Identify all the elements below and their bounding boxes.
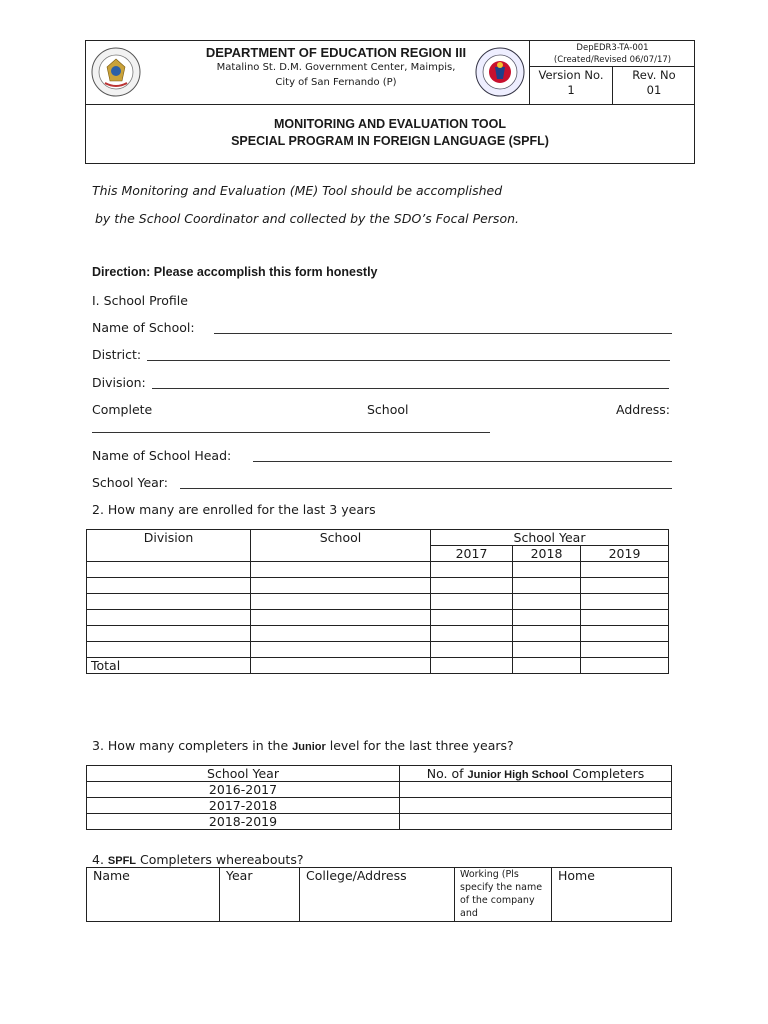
- table-cell[interactable]: [513, 562, 581, 578]
- school-year-field[interactable]: [180, 488, 672, 489]
- q3-question-pre: 3. How many completers in the: [92, 738, 293, 753]
- region-seal-logo: [91, 47, 141, 97]
- q4-question-post: Completers whereabouts?: [136, 852, 304, 867]
- table-row: [87, 610, 669, 626]
- table-cell[interactable]: [431, 562, 513, 578]
- table-cell[interactable]: [87, 562, 251, 578]
- col-name: Name: [87, 868, 220, 922]
- col-jhs-completers: [400, 766, 672, 782]
- doc-code-cell: [530, 41, 695, 67]
- total-row: [87, 658, 669, 674]
- table-row: [87, 798, 672, 814]
- completers-year: 2016-2017: [87, 782, 400, 798]
- q3-question-bold: Junior: [292, 741, 326, 753]
- name-of-school-field[interactable]: [214, 333, 672, 334]
- school-head-field[interactable]: [253, 461, 672, 462]
- table-cell[interactable]: [251, 642, 431, 658]
- address-line-1: Matalino St. D.M. Government Center, Maimpis,: [216, 62, 456, 73]
- col-school: School: [251, 530, 431, 562]
- col-year-2017: 2017: [431, 546, 513, 562]
- table-cell[interactable]: [581, 594, 669, 610]
- name-of-school-label: Name of School:: [92, 320, 195, 335]
- table-cell[interactable]: [87, 610, 251, 626]
- q4-question: [92, 852, 303, 867]
- intro-line-2: by the School Coordinator and collected by the SDO’s Focal Person.: [95, 211, 519, 226]
- table-cell[interactable]: [431, 658, 513, 674]
- revision-value: 01: [646, 83, 662, 97]
- completers-year: 2018-2019: [87, 814, 400, 830]
- district-label: District:: [92, 347, 142, 362]
- intro-line-1: This Monitoring and Evaluation (ME) Tool should be accomplished: [92, 183, 503, 198]
- table-cell[interactable]: [251, 626, 431, 642]
- table-cell[interactable]: [400, 782, 672, 798]
- whereabouts-header-row: [87, 868, 672, 922]
- document-code-block: [530, 41, 695, 104]
- table-cell[interactable]: [251, 610, 431, 626]
- col-school-year: School Year: [431, 530, 669, 546]
- table-row: [87, 562, 669, 578]
- doc-code: DepEDR3-TA-001: [576, 43, 649, 53]
- version-cell: [530, 68, 612, 98]
- table-cell[interactable]: [431, 578, 513, 594]
- school-year-label: School Year:: [92, 475, 168, 490]
- school-profile-heading: I. School Profile: [92, 293, 188, 308]
- division-field[interactable]: [152, 388, 669, 389]
- table-cell[interactable]: [513, 658, 581, 674]
- completers-year: 2017-2018: [87, 798, 400, 814]
- table-cell[interactable]: [581, 610, 669, 626]
- form-title: [86, 116, 694, 150]
- created-revised: (Created/Revised 06/07/17): [553, 55, 672, 65]
- table-cell[interactable]: [251, 658, 431, 674]
- col-year-2018: 2018: [513, 546, 581, 562]
- table-cell[interactable]: [431, 610, 513, 626]
- revision-label: Rev. No: [632, 68, 676, 82]
- department-block: [146, 45, 526, 90]
- q4-question-pre: 4.: [92, 852, 108, 867]
- table-cell[interactable]: [431, 594, 513, 610]
- col-completers-school-year: School Year: [87, 766, 400, 782]
- address-line-2: City of San Fernando (P): [275, 77, 397, 88]
- table-cell[interactable]: [513, 578, 581, 594]
- col-jhs-pre: No. of: [426, 766, 468, 781]
- complete-label: Complete: [92, 402, 153, 417]
- complete-address-field[interactable]: [92, 432, 490, 433]
- whereabouts-table: [86, 867, 672, 922]
- completers-header-row: [87, 766, 672, 782]
- col-jhs-post: Completers: [568, 766, 645, 781]
- table-cell[interactable]: [251, 594, 431, 610]
- deped-seal-logo: [475, 47, 525, 97]
- table-cell[interactable]: [87, 626, 251, 642]
- completers-table: [86, 765, 672, 830]
- enrollment-header-row: [87, 530, 669, 546]
- table-row: [87, 626, 669, 642]
- table-cell[interactable]: [87, 578, 251, 594]
- col-division: Division: [87, 530, 251, 562]
- table-row: [87, 578, 669, 594]
- table-cell[interactable]: [513, 610, 581, 626]
- version-label: Version No.: [538, 68, 604, 82]
- table-cell[interactable]: [513, 642, 581, 658]
- col-year-2019: 2019: [581, 546, 669, 562]
- address-label: Address:: [616, 402, 670, 417]
- table-cell[interactable]: [87, 594, 251, 610]
- table-row: [87, 642, 669, 658]
- q3-question: [92, 738, 514, 753]
- division-label: Division:: [92, 375, 146, 390]
- document-header: [85, 40, 695, 164]
- school-head-label: Name of School Head:: [92, 448, 232, 463]
- table-cell[interactable]: [513, 594, 581, 610]
- table-row: [87, 594, 669, 610]
- table-cell[interactable]: [581, 626, 669, 642]
- total-label: Total: [87, 658, 251, 674]
- table-cell[interactable]: [251, 578, 431, 594]
- table-cell[interactable]: [400, 814, 672, 830]
- school-label: School: [367, 402, 409, 417]
- table-row: [87, 814, 672, 830]
- enrollment-table: [86, 529, 669, 674]
- table-cell[interactable]: [431, 642, 513, 658]
- table-cell[interactable]: [581, 562, 669, 578]
- col-college-address: College/Address: [300, 868, 455, 922]
- table-cell[interactable]: [251, 562, 431, 578]
- table-cell[interactable]: [431, 626, 513, 642]
- form-title-line-2: SPECIAL PROGRAM IN FOREIGN LANGUAGE (SPFL): [231, 134, 549, 148]
- table-row: [87, 782, 672, 798]
- direction-text: Direction: Please accomplish this form honestly: [92, 265, 378, 279]
- district-field[interactable]: [147, 360, 670, 361]
- table-cell[interactable]: [87, 642, 251, 658]
- table-cell[interactable]: [581, 578, 669, 594]
- table-cell[interactable]: [400, 798, 672, 814]
- q4-question-bold: SPFL: [107, 855, 137, 867]
- form-title-line-1: MONITORING AND EVALUATION TOOL: [274, 117, 506, 131]
- q2-question: 2. How many are enrolled for the last 3 years: [92, 502, 376, 517]
- col-home: Home: [552, 868, 672, 922]
- table-cell[interactable]: [581, 642, 669, 658]
- revision-cell: [613, 68, 695, 98]
- col-jhs-bold: Junior High School: [467, 769, 569, 781]
- col-year: Year: [220, 868, 300, 922]
- version-value: 1: [567, 83, 575, 97]
- q3-question-post: level for the last three years?: [325, 738, 514, 753]
- col-working: Working (Pls specify the name of the company and: [455, 868, 552, 922]
- department-name: DEPARTMENT OF EDUCATION REGION III: [205, 45, 467, 60]
- table-cell[interactable]: [513, 626, 581, 642]
- table-cell[interactable]: [581, 658, 669, 674]
